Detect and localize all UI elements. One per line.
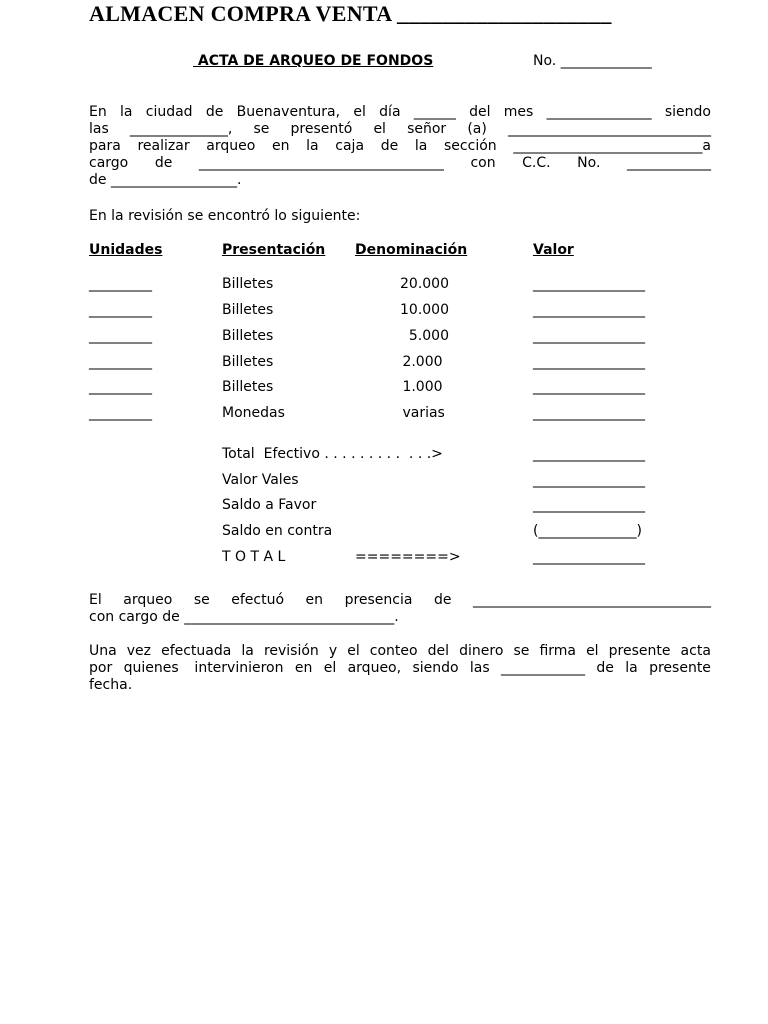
word: No. (577, 155, 601, 171)
row-3-presentacion: Billetes (222, 328, 274, 344)
total-efectivo-label: Total Efectivo . . . . . . . . . . . .> (222, 446, 443, 462)
row-2-presentacion: Billetes (222, 302, 274, 318)
word: El (89, 592, 102, 608)
valor-vales-value: ________________ (533, 472, 645, 488)
closing-line-1 (89, 643, 711, 660)
word: se (253, 121, 270, 137)
word: y (328, 643, 338, 659)
word: la (306, 138, 319, 154)
word: ____________ (626, 155, 711, 171)
word: __________________________________ (473, 592, 711, 608)
valor-vales-label: Valor Vales (222, 472, 299, 488)
word: presente (649, 660, 711, 676)
word: mes (503, 104, 534, 120)
word: siendo (412, 660, 459, 676)
word: En (89, 104, 107, 120)
row-5-valor: ________________ (533, 379, 645, 395)
word: de (596, 660, 614, 676)
intro-line-2 (89, 121, 711, 138)
intro-line-1 (89, 104, 711, 121)
row-1-presentacion: Billetes (222, 276, 274, 292)
word: ____________ (501, 660, 586, 676)
row-1-unidades: _________ (89, 276, 152, 292)
header-denominacion: Denominación (355, 242, 468, 258)
word: la (241, 643, 254, 659)
closing-paragraph (89, 643, 711, 694)
row-6-valor: ________________ (533, 405, 645, 421)
word: de (380, 138, 399, 154)
word: vez (126, 643, 152, 659)
word: ciudad (145, 104, 193, 120)
word: ______________, (129, 121, 233, 137)
row-5-presentacion: Billetes (222, 379, 274, 395)
word: intervinieron (189, 660, 284, 676)
word: efectuada (161, 643, 232, 659)
row-4-presentacion: Billetes (222, 354, 274, 370)
word: el (347, 643, 360, 659)
intro-line-4 (89, 155, 711, 172)
word: en (271, 138, 290, 154)
row-4-unidades: _________ (89, 354, 152, 370)
word: quienes (123, 660, 179, 676)
closing-line-3: fecha. (89, 677, 133, 693)
word: arqueo, (347, 660, 402, 676)
word: las (89, 121, 109, 137)
word: por (89, 660, 113, 676)
word: presencia (344, 592, 413, 608)
word: el (373, 121, 386, 137)
intro-line-5: de __________________. (89, 172, 242, 188)
row-2-unidades: _________ (89, 302, 152, 318)
word: las (469, 660, 490, 676)
row-5-denominacion: 1.000 (398, 379, 443, 395)
word: en (305, 592, 324, 608)
word: se (193, 592, 210, 608)
word: firma (539, 643, 576, 659)
total-label: T O T A L (222, 549, 286, 565)
word: de (154, 155, 173, 171)
word: en (294, 660, 313, 676)
header-unidades: Unidades (89, 242, 163, 258)
word: día (379, 104, 401, 120)
word: dinero (459, 643, 504, 659)
word: para (89, 138, 121, 154)
total-arrow: ========> (355, 549, 461, 565)
closing-line-2 (89, 660, 711, 677)
word: ___________________________a (513, 138, 711, 154)
word: siendo (664, 104, 711, 120)
word: sección (444, 138, 497, 154)
presence-line-1 (89, 592, 711, 609)
word: caja (335, 138, 365, 154)
row-3-valor: ________________ (533, 328, 645, 344)
row-2-denominacion: 10.000 (400, 302, 449, 318)
row-4-valor: ________________ (533, 354, 645, 370)
word: conteo (369, 643, 418, 659)
word: _____________________________ (507, 121, 711, 137)
row-4-denominacion: 2.000 (398, 354, 443, 370)
word: el (586, 643, 599, 659)
intro-line-3 (89, 138, 711, 155)
word: la (625, 660, 638, 676)
row-6-denominacion: varias (398, 405, 445, 421)
word: (a) (467, 121, 487, 137)
word: de (205, 104, 224, 120)
word: el (353, 104, 366, 120)
revision-text: En la revisión se encontró lo siguiente: (89, 208, 361, 224)
acta-number: No. _____________ (533, 53, 652, 69)
saldo-favor-label: Saldo a Favor (222, 497, 317, 513)
saldo-contra-label: Saldo en contra (222, 523, 333, 539)
word: acta (680, 643, 711, 659)
row-2-valor: ________________ (533, 302, 645, 318)
header-valor: Valor (533, 242, 574, 258)
word: Buenaventura, (236, 104, 341, 120)
word: efectuó (231, 592, 285, 608)
word: de (433, 592, 452, 608)
word: la (120, 104, 133, 120)
row-6-presentacion: Monedas (222, 405, 285, 421)
word: la (414, 138, 428, 154)
word: realizar (137, 138, 190, 154)
acta-title: ACTA DE ARQUEO DE FONDOS (193, 53, 434, 69)
word: del (469, 104, 491, 120)
row-1-valor: ________________ (533, 276, 645, 292)
presence-line-2: con cargo de ______________________________. (89, 609, 399, 625)
row-6-unidades: _________ (89, 405, 152, 421)
word: con (470, 155, 496, 171)
presence-paragraph (89, 592, 711, 626)
word: Una (89, 643, 117, 659)
total-value: ________________ (533, 549, 645, 565)
word: del (427, 643, 450, 659)
word: se (513, 643, 530, 659)
header-presentacion: Presentación (222, 242, 326, 258)
row-1-denominacion: 20.000 (400, 276, 449, 292)
row-3-denominacion: 5.000 (400, 328, 449, 344)
row-3-unidades: _________ (89, 328, 152, 344)
word: revisión (263, 643, 319, 659)
word: señor (407, 121, 447, 137)
word: el (323, 660, 337, 676)
word: C.C. (522, 155, 551, 171)
row-5-unidades: _________ (89, 379, 152, 395)
store-title: ALMACEN COMPRA VENTA ___________________ (89, 1, 612, 26)
word: _______________ (546, 104, 652, 120)
total-efectivo-value: ________________ (533, 446, 645, 462)
word: cargo (89, 155, 129, 171)
saldo-favor-value: ________________ (533, 497, 645, 513)
word: arqueo (123, 592, 173, 608)
intro-paragraph (89, 104, 711, 189)
word: ______ (413, 104, 456, 120)
word: arqueo (206, 138, 256, 154)
saldo-contra-value: (______________) (533, 523, 642, 539)
word: presente (608, 643, 671, 659)
word: ___________________________________ (198, 155, 444, 171)
word: presentó (290, 121, 353, 137)
